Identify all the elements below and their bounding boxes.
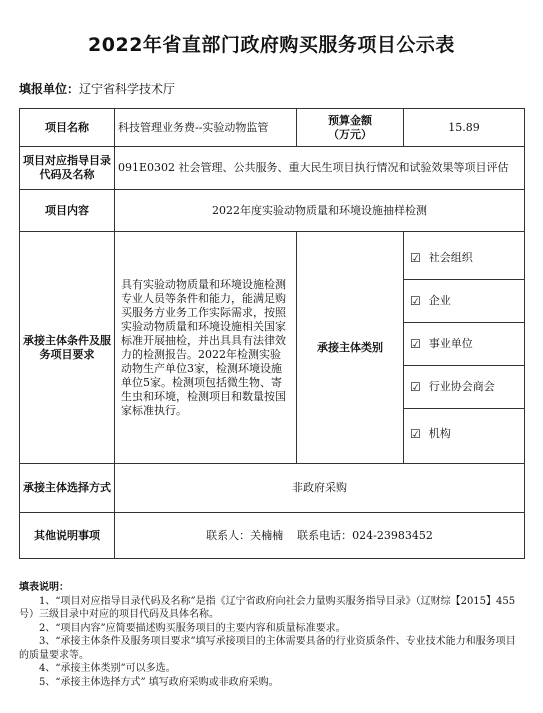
note-item: 5、“承接主体选择方式” 填写政府采购或非政府采购。 <box>39 676 279 688</box>
catalog-value: 091E0302 社会管理、公共服务、重大民生项目执行情况和试验效果等项目评估 <box>115 147 525 190</box>
notes-title: 填表说明： <box>19 582 69 593</box>
content-value: 2022年度实验动物质量和环境设施抽样检测 <box>115 190 525 232</box>
row-content <box>20 190 525 232</box>
other-value: 联系人：关楠楠 联系电话：024-23983452 <box>115 513 525 559</box>
selection-label: 承接主体选择方式 <box>20 464 115 513</box>
option-social-org[interactable] <box>404 237 524 280</box>
note-item: 3、“承接主体条件及服务项目要求”填写承接项目的主体需要具备的行业资质条件、专业技术能力和服务项目的质量要求等。 <box>19 636 516 661</box>
option-label: 机构 <box>428 426 451 440</box>
checkbox-checked-icon: ☑ <box>410 251 421 265</box>
requirements-value: 具有实验动物质量和环境设施检测专业人员等条件和能力，能满足购买服务方业务工作实际需求，按照实验动物质量和环境设施相关国家标准开展抽检，并出具具有法律效力的检测报告。2022年检测实验动物生产单位3家，检测环境设施单位5家。检测项包括微生物、寄生虫和环境，检测项目和数量按国家标准执行。 <box>115 232 297 464</box>
selection-value: 非政府采购 <box>115 464 525 513</box>
checkbox-checked-icon: ☑ <box>410 294 421 308</box>
budget-label-line1: 预算金额 <box>328 113 372 127</box>
checkbox-checked-icon: ☑ <box>410 426 421 441</box>
option-label: 企业 <box>428 294 451 307</box>
filler-value: 辽宁省科学技术厅 <box>79 82 176 96</box>
note-item: 1、“项目对应指导目录代码及名称”是指《辽宁省政府向社会力量购买服务指导目录》（辽财综【2015】455号）三级目录中对应的项目代码及具体名称。 <box>19 595 516 620</box>
option-enterprise[interactable] <box>404 280 524 323</box>
row-requirements <box>20 232 525 464</box>
option-agency[interactable] <box>404 409 524 458</box>
filler-label: 填报单位： <box>19 82 80 96</box>
project-name-label: 项目名称 <box>20 109 115 147</box>
project-name-value: 科技管理业务费--实验动物监管 <box>115 109 297 147</box>
row-project-name <box>20 109 525 147</box>
option-label: 行业协会商会 <box>428 380 495 393</box>
filler-unit <box>19 80 175 97</box>
disclosure-table <box>19 108 525 559</box>
other-label: 其他说明事项 <box>20 513 115 559</box>
budget-label <box>297 109 404 147</box>
catalog-label: 项目对应指导目录代码及名称 <box>20 147 115 190</box>
option-public-institution[interactable] <box>404 323 524 366</box>
subject-type-label: 承接主体类别 <box>297 232 404 464</box>
note-item: 2、“项目内容”应简要描述购买服务项目的主要内容和质量标准要求。 <box>39 622 346 634</box>
row-catalog <box>20 147 525 190</box>
option-industry-association[interactable] <box>404 366 524 409</box>
budget-label-line2: （万元） <box>328 127 372 141</box>
row-selection <box>20 464 525 513</box>
option-label: 事业单位 <box>428 337 473 350</box>
row-other <box>20 513 525 559</box>
page-title: 2022年省直部门政府购买服务项目公示表 <box>88 34 455 56</box>
checkbox-checked-icon: ☑ <box>410 380 421 394</box>
option-label: 社会组织 <box>428 251 473 264</box>
content-label: 项目内容 <box>20 190 115 232</box>
subject-type-options <box>404 232 525 464</box>
checkbox-checked-icon: ☑ <box>410 337 421 351</box>
note-item: 4、“承接主体类别”可以多选。 <box>39 663 176 674</box>
requirements-label: 承接主体条件及服务项目要求 <box>20 232 115 464</box>
notes <box>19 581 524 689</box>
budget-value: 15.89 <box>404 109 525 147</box>
